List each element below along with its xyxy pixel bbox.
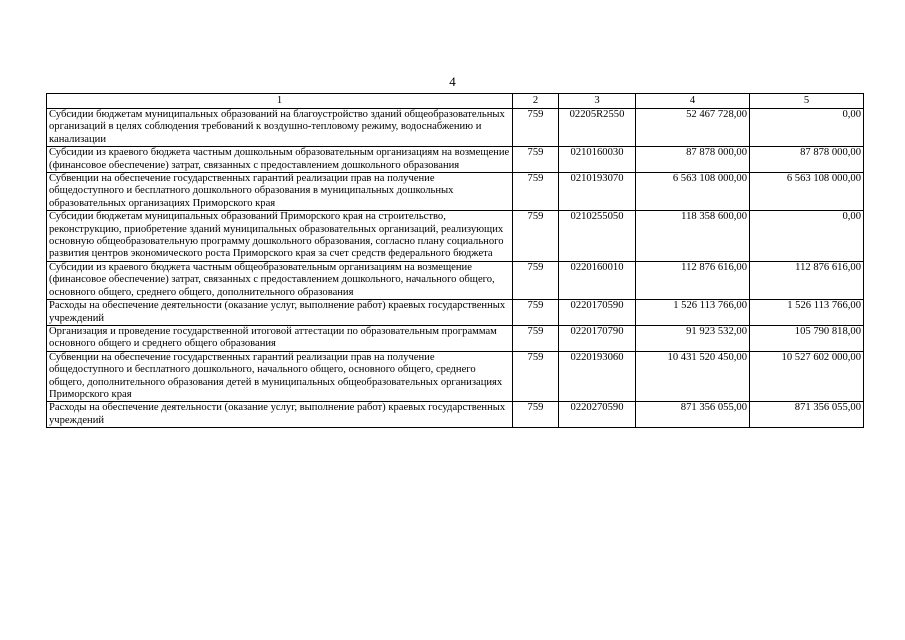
row-csr: 0210160030 <box>559 147 636 173</box>
row-name: Организация и проведение государственной итоговой аттестации по образовательным программам основного общего и среднего общего образования <box>47 325 513 351</box>
row-csr: 0220193060 <box>559 351 636 402</box>
row-name: Субсидии из краевого бюджета частным дошкольным образовательным организациям на возмещение (финансовое обеспечение) затрат, связанных с предоставлением дошкольного образования <box>47 147 513 173</box>
row-amount-year1: 87 878 000,00 <box>636 147 750 173</box>
row-csr: 0210193070 <box>559 173 636 211</box>
table-row <box>47 261 864 299</box>
row-amount-year1: 52 467 728,00 <box>636 109 750 147</box>
row-amount-year2: 87 878 000,00 <box>750 147 864 173</box>
row-ved: 759 <box>513 211 559 262</box>
row-amount-year1: 10 431 520 450,00 <box>636 351 750 402</box>
row-csr: 0220270590 <box>559 402 636 428</box>
column-header-ved: 2 <box>513 94 559 109</box>
column-header-csr: 3 <box>559 94 636 109</box>
row-csr: 0210255050 <box>559 211 636 262</box>
row-name: Субсидии из краевого бюджета частным общеобразовательным организациям на возмещение (финансовое обеспечение) затрат, связанных с предоставлением дошкольного, начального общего, основного общего, среднего общего, дополнительного образования <box>47 261 513 299</box>
table-row <box>47 325 864 351</box>
row-amount-year2: 6 563 108 000,00 <box>750 173 864 211</box>
row-csr: 0220170790 <box>559 325 636 351</box>
row-name: Расходы на обеспечение деятельности (оказание услуг, выполнение работ) краевых государственных учреждений <box>47 402 513 428</box>
row-ved: 759 <box>513 261 559 299</box>
row-amount-year2: 10 527 602 000,00 <box>750 351 864 402</box>
column-header-year2: 5 <box>750 94 864 109</box>
row-ved: 759 <box>513 109 559 147</box>
row-amount-year1: 118 358 600,00 <box>636 211 750 262</box>
row-ved: 759 <box>513 325 559 351</box>
row-amount-year1: 6 563 108 000,00 <box>636 173 750 211</box>
row-amount-year2: 1 526 113 766,00 <box>750 300 864 326</box>
column-header-year1: 4 <box>636 94 750 109</box>
row-amount-year2: 0,00 <box>750 211 864 262</box>
row-amount-year2: 0,00 <box>750 109 864 147</box>
row-csr: 0220170590 <box>559 300 636 326</box>
row-ved: 759 <box>513 351 559 402</box>
budget-table <box>46 93 864 428</box>
table-row <box>47 402 864 428</box>
row-name: Субсидии бюджетам муниципальных образований на благоустройство зданий общеобразовательных организаций в целях соблюдения требований к воздушно-тепловому режиму, водоснабжению и канализации <box>47 109 513 147</box>
row-name: Субвенции на обеспечение государственных гарантий реализации прав на получение общедоступного и бесплатного дошкольного образования в муниципальных дошкольных образовательных организациях Приморского края <box>47 173 513 211</box>
row-ved: 759 <box>513 402 559 428</box>
row-ved: 759 <box>513 147 559 173</box>
row-amount-year2: 871 356 055,00 <box>750 402 864 428</box>
row-ved: 759 <box>513 300 559 326</box>
row-name: Субсидии бюджетам муниципальных образований Приморского края на строительство, реконструкцию, приобретение зданий муниципальных образовательных организаций, реализующих основную общеобразовательную программу дошкольного образования, согласно плану социального развития центров экономического роста Приморского края за счет средств федерального бюджета <box>47 211 513 262</box>
row-csr: 02205R2550 <box>559 109 636 147</box>
row-name: Расходы на обеспечение деятельности (оказание услуг, выполнение работ) краевых государственных учреждений <box>47 300 513 326</box>
table-row <box>47 211 864 262</box>
table-row <box>47 147 864 173</box>
table-row <box>47 109 864 147</box>
row-csr: 0220160010 <box>559 261 636 299</box>
row-amount-year1: 1 526 113 766,00 <box>636 300 750 326</box>
table-row <box>47 300 864 326</box>
row-name: Субвенции на обеспечение государственных гарантий реализации прав на получение общедоступного и бесплатного дошкольного, начального общего, основного общего, среднего общего, дополнительного образования детей в муниципальных общеобразовательных организациях Приморского края <box>47 351 513 402</box>
header-row <box>47 94 864 109</box>
table-row <box>47 173 864 211</box>
row-amount-year2: 112 876 616,00 <box>750 261 864 299</box>
row-amount-year1: 871 356 055,00 <box>636 402 750 428</box>
row-amount-year1: 91 923 532,00 <box>636 325 750 351</box>
row-ved: 759 <box>513 173 559 211</box>
column-header-name: 1 <box>47 94 513 109</box>
row-amount-year1: 112 876 616,00 <box>636 261 750 299</box>
row-amount-year2: 105 790 818,00 <box>750 325 864 351</box>
table-row <box>47 351 864 402</box>
page-number: 4 <box>449 74 456 89</box>
